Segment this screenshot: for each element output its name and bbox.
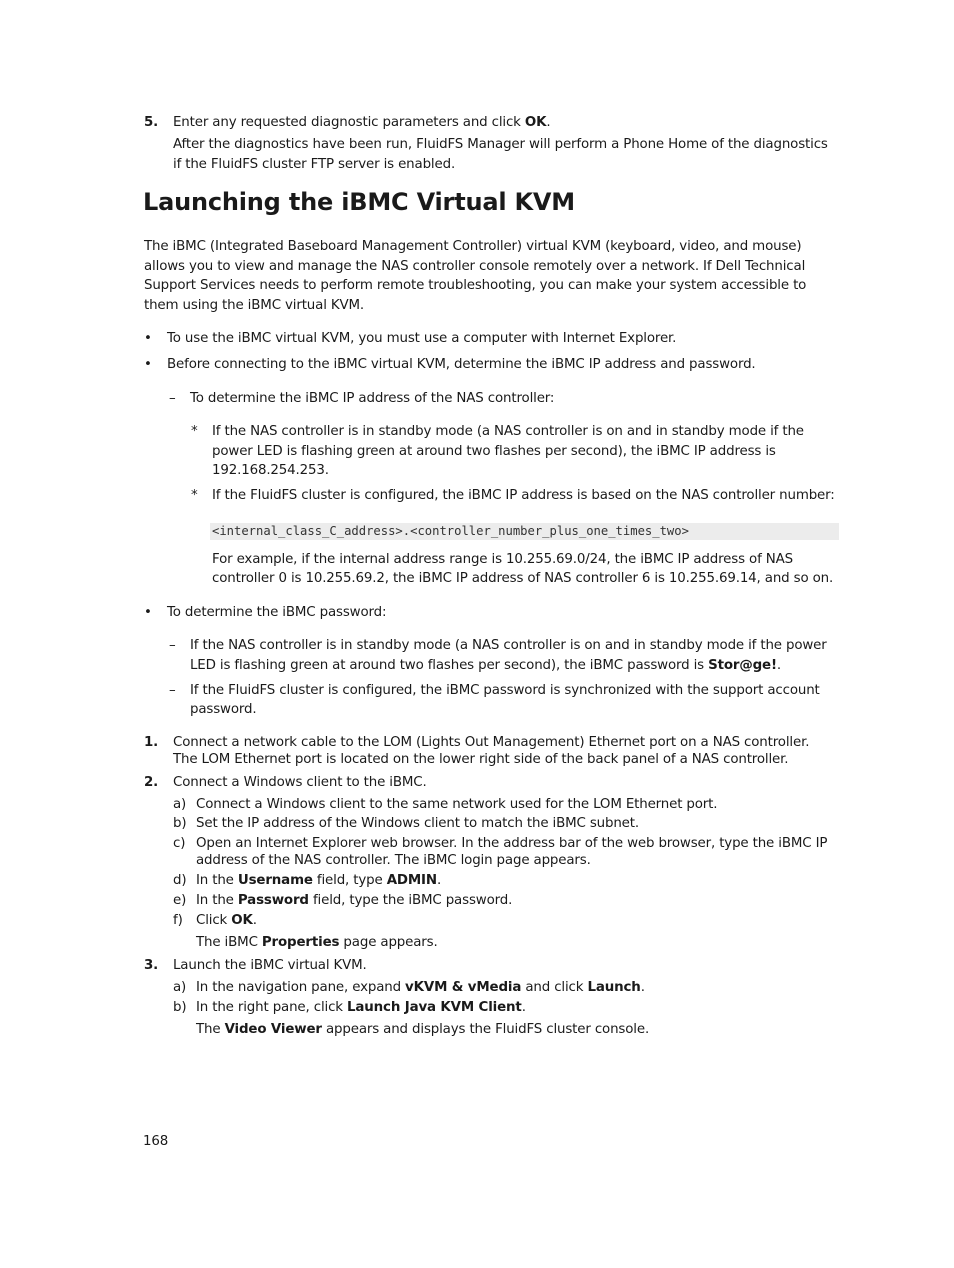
substep-label: d) xyxy=(173,873,187,888)
substep-text: In the navigation pane, expand vKVM & vMedia and click Launch. xyxy=(196,980,645,995)
step-3-text: Launch the iBMC virtual KVM. xyxy=(173,958,367,973)
substep-note: The Video Viewer appears and displays the FluidFS cluster console. xyxy=(196,1022,650,1037)
substep-text: Connect a Windows client to the same network used for the LOM Ethernet port. xyxy=(196,797,718,812)
bullet-marker: • xyxy=(144,331,152,346)
step-3-number: 3. xyxy=(144,958,159,973)
step-1-line: Connect a network cable to the LOM (Lights Out Management) Ethernet port on a NAS controller. xyxy=(173,735,810,750)
intro-line: them using the iBMC virtual KVM. xyxy=(144,298,365,313)
intro-line: The iBMC (Integrated Baseboard Management Controller) virtual KVM (keyboard, video, and mouse) xyxy=(144,239,802,254)
step-1-number: 1. xyxy=(144,735,159,750)
dash-text-line: password. xyxy=(190,702,257,717)
substep-label: a) xyxy=(173,980,187,995)
dash-text: To determine the iBMC IP address of the NAS controller: xyxy=(190,391,555,406)
star-marker: * xyxy=(191,424,198,439)
substep-text: Set the IP address of the Windows client to match the iBMC subnet. xyxy=(196,816,639,831)
bullet-text: To use the iBMC virtual KVM, you must use a computer with Internet Explorer. xyxy=(167,331,677,346)
dash-marker: – xyxy=(169,683,176,698)
star-text-line: 192.168.254.253. xyxy=(212,463,329,478)
bullet-text: To determine the iBMC password: xyxy=(167,605,387,620)
step-5-number: 5. xyxy=(144,115,159,130)
substep-note: The iBMC Properties page appears. xyxy=(196,935,438,950)
substep-label: b) xyxy=(173,816,187,831)
substep-text-line: Open an Internet Explorer web browser. In the address bar of the web browser, type the iBMC IP xyxy=(196,836,828,851)
substep-label: b) xyxy=(173,1000,187,1015)
dash-marker: – xyxy=(169,391,176,406)
bullet-marker: • xyxy=(144,357,152,372)
substep-text: In the Password field, type the iBMC password. xyxy=(196,893,513,908)
substep-label: a) xyxy=(173,797,187,812)
dash-marker: – xyxy=(169,638,176,653)
step-2-text: Connect a Windows client to the iBMC. xyxy=(173,775,427,790)
intro-line: allows you to view and manage the NAS controller console remotely over a network. If Dell Technical xyxy=(144,259,806,274)
dash-text-line: LED is flashing green at around two flashes per second), the iBMC password is Stor@ge!. xyxy=(190,658,782,673)
substep-text-line: address of the NAS controller. The iBMC login page appears. xyxy=(196,853,591,868)
step-1-line: The LOM Ethernet port is located on the lower right side of the back panel of a NAS controller. xyxy=(173,752,789,767)
step-5-note-line: After the diagnostics have been run, FluidFS Manager will perform a Phone Home of the diagnostics xyxy=(173,137,828,152)
page-number: 168 xyxy=(143,1134,169,1149)
star-text: If the FluidFS cluster is configured, the iBMC IP address is based on the NAS controller number: xyxy=(212,488,835,503)
substep-text: Click OK. xyxy=(196,913,257,928)
substep-text: In the Username field, type ADMIN. xyxy=(196,873,442,888)
step-5-note-line: if the FluidFS cluster FTP server is enabled. xyxy=(173,157,456,172)
code-text: <internal_class_C_address>.<controller_number_plus_one_times_two> xyxy=(212,524,689,538)
bullet-marker: • xyxy=(144,605,152,620)
star-text-line: If the NAS controller is in standby mode (a NAS controller is on and in standby mode if the xyxy=(212,424,804,439)
step-5-text: Enter any requested diagnostic parameters and click OK. xyxy=(173,115,551,130)
section-heading: Launching the iBMC Virtual KVM xyxy=(143,188,575,216)
step-2-number: 2. xyxy=(144,775,159,790)
star-marker: * xyxy=(191,488,198,503)
substep-label: f) xyxy=(173,913,183,928)
bullet-text: Before connecting to the iBMC virtual KVM, determine the iBMC IP address and password. xyxy=(167,357,756,372)
dash-text-line: If the NAS controller is in standby mode (a NAS controller is on and in standby mode if the power xyxy=(190,638,827,653)
example-line: controller 0 is 10.255.69.2, the iBMC IP address of NAS controller 6 is 10.255.69.14, and so on. xyxy=(212,571,834,586)
star-text-line: power LED is flashing green at around two flashes per second), the iBMC IP address is xyxy=(212,444,776,459)
intro-line: Support Services needs to perform remote troubleshooting, you can make your system accessible to xyxy=(144,278,807,293)
substep-label: e) xyxy=(173,893,187,908)
substep-label: c) xyxy=(173,836,186,851)
example-line: For example, if the internal address range is 10.255.69.0/24, the iBMC IP address of NAS xyxy=(212,552,793,567)
substep-text: In the right pane, click Launch Java KVM Client. xyxy=(196,1000,526,1015)
dash-text-line: If the FluidFS cluster is configured, the iBMC password is synchronized with the support account xyxy=(190,683,820,698)
